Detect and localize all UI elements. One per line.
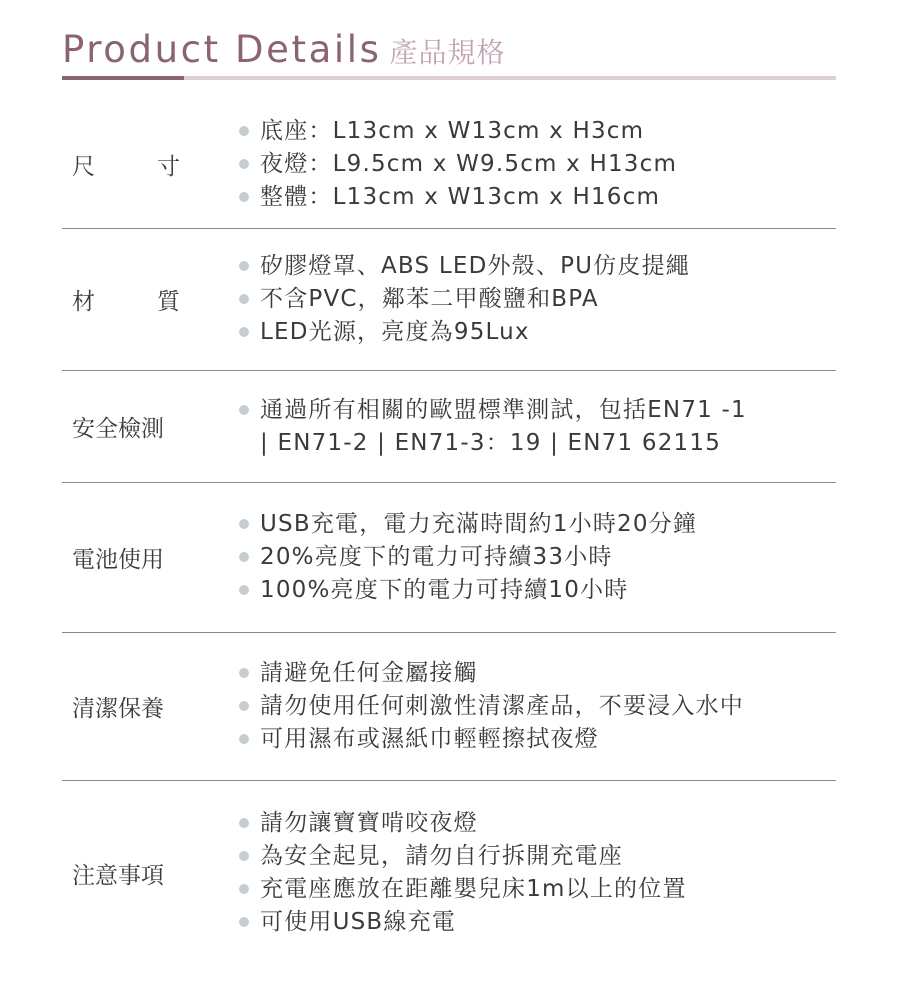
item-text: 通過所有相關的歐盟標準測試，包括EN71 -1 xyxy=(260,396,747,423)
spec-label-safety: 安全檢測 xyxy=(72,416,164,442)
item-text: 夜燈：L9.5cm x W9.5cm x H13cm xyxy=(260,150,678,177)
spec-items xyxy=(239,229,836,370)
bullet-dot-icon xyxy=(239,917,249,927)
spec-label-char: 材 xyxy=(72,289,95,315)
item-text: 20%亮度下的電力可持續33小時 xyxy=(260,544,613,570)
spec-label-char: 寸 xyxy=(157,153,180,180)
spec-row-care xyxy=(62,633,836,780)
item-text: | EN71-2 | EN71-3：19 | EN71 62115 xyxy=(260,429,722,456)
bullet-dot-icon xyxy=(239,701,249,711)
spec-items xyxy=(239,371,836,482)
bullet-dot-icon xyxy=(239,261,249,271)
list-item xyxy=(239,873,836,906)
item-text: 請勿使用任何刺激性清潔產品，不要浸入水中 xyxy=(260,693,744,719)
spec-label-char: 質 xyxy=(157,289,180,315)
item-text: USB充電，電力充滿時間約1小時20分鐘 xyxy=(260,511,698,537)
item-text: 不含PVC，鄰苯二甲酸鹽和BPA xyxy=(260,286,599,312)
title-english: Product Details xyxy=(62,28,382,71)
bullet-dot-icon xyxy=(239,668,249,678)
list-item xyxy=(239,541,836,574)
spec-items xyxy=(239,100,836,228)
page-header xyxy=(62,28,506,72)
bullet-dot-icon xyxy=(239,294,249,304)
list-item-continuation xyxy=(239,427,836,460)
header-underline-accent xyxy=(62,76,184,80)
bullet-dot-icon xyxy=(239,734,249,744)
item-text: 為安全起見，請勿自行拆開充電座 xyxy=(260,843,623,869)
list-item xyxy=(239,723,836,756)
item-text: 矽膠燈罩、ABS LED外殼、PU仿皮提繩 xyxy=(260,253,690,279)
bullet-dot-icon xyxy=(239,884,249,894)
bullet-dot-icon xyxy=(239,519,249,529)
spec-label-care: 清潔保養 xyxy=(72,696,164,722)
title-chinese: 產品規格 xyxy=(389,36,506,69)
spec-label-notes: 注意事項 xyxy=(72,862,164,889)
spec-label-battery: 電池使用 xyxy=(72,547,164,573)
item-text: 整體：L13cm x W13cm x H16cm xyxy=(260,183,661,210)
spec-row-battery xyxy=(62,483,836,632)
list-item xyxy=(239,115,836,148)
spec-row-dimensions xyxy=(62,100,836,228)
list-item xyxy=(239,690,836,723)
bullet-dot-icon xyxy=(239,126,249,136)
item-text: 100%亮度下的電力可持續10小時 xyxy=(260,577,629,603)
item-text: LED光源，亮度為95Lux xyxy=(260,319,530,345)
list-item xyxy=(239,250,836,283)
list-item xyxy=(239,283,836,316)
spec-row-safety xyxy=(62,371,836,482)
item-text: 可使用USB線充電 xyxy=(260,909,457,935)
spec-row-material xyxy=(62,229,836,370)
spec-label-material xyxy=(72,229,180,370)
list-item xyxy=(239,181,836,214)
bullet-dot-icon xyxy=(239,851,249,861)
list-item xyxy=(239,906,836,939)
item-text: 請勿讓寶寶啃咬夜燈 xyxy=(260,810,478,836)
item-text: 充電座應放在距離嬰兒床1m以上的位置 xyxy=(260,876,687,902)
bullet-dot-icon xyxy=(239,818,249,828)
spec-label-char: 尺 xyxy=(72,153,95,180)
list-item xyxy=(239,840,836,873)
bullet-dot-icon xyxy=(239,405,249,415)
spec-items xyxy=(239,483,836,632)
list-item xyxy=(239,807,836,840)
list-item xyxy=(239,394,836,427)
bullet-dot-icon xyxy=(239,159,249,169)
item-text: 可用濕布或濕紙巾輕輕擦拭夜燈 xyxy=(260,726,599,752)
list-item xyxy=(239,574,836,607)
spec-label-dimensions xyxy=(72,100,180,228)
spec-items xyxy=(239,781,836,965)
item-text: 底座：L13cm x W13cm x H3cm xyxy=(260,117,645,144)
bullet-dot-icon xyxy=(239,585,249,595)
list-item xyxy=(239,316,836,349)
item-text: 請避免任何金屬接觸 xyxy=(260,660,478,686)
list-item xyxy=(239,657,836,690)
spec-row-notes xyxy=(62,781,836,965)
bullet-dot-icon xyxy=(239,192,249,202)
bullet-dot-icon xyxy=(239,327,249,337)
bullet-dot-icon xyxy=(239,552,249,562)
list-item xyxy=(239,148,836,181)
spec-items xyxy=(239,633,836,780)
list-item xyxy=(239,508,836,541)
